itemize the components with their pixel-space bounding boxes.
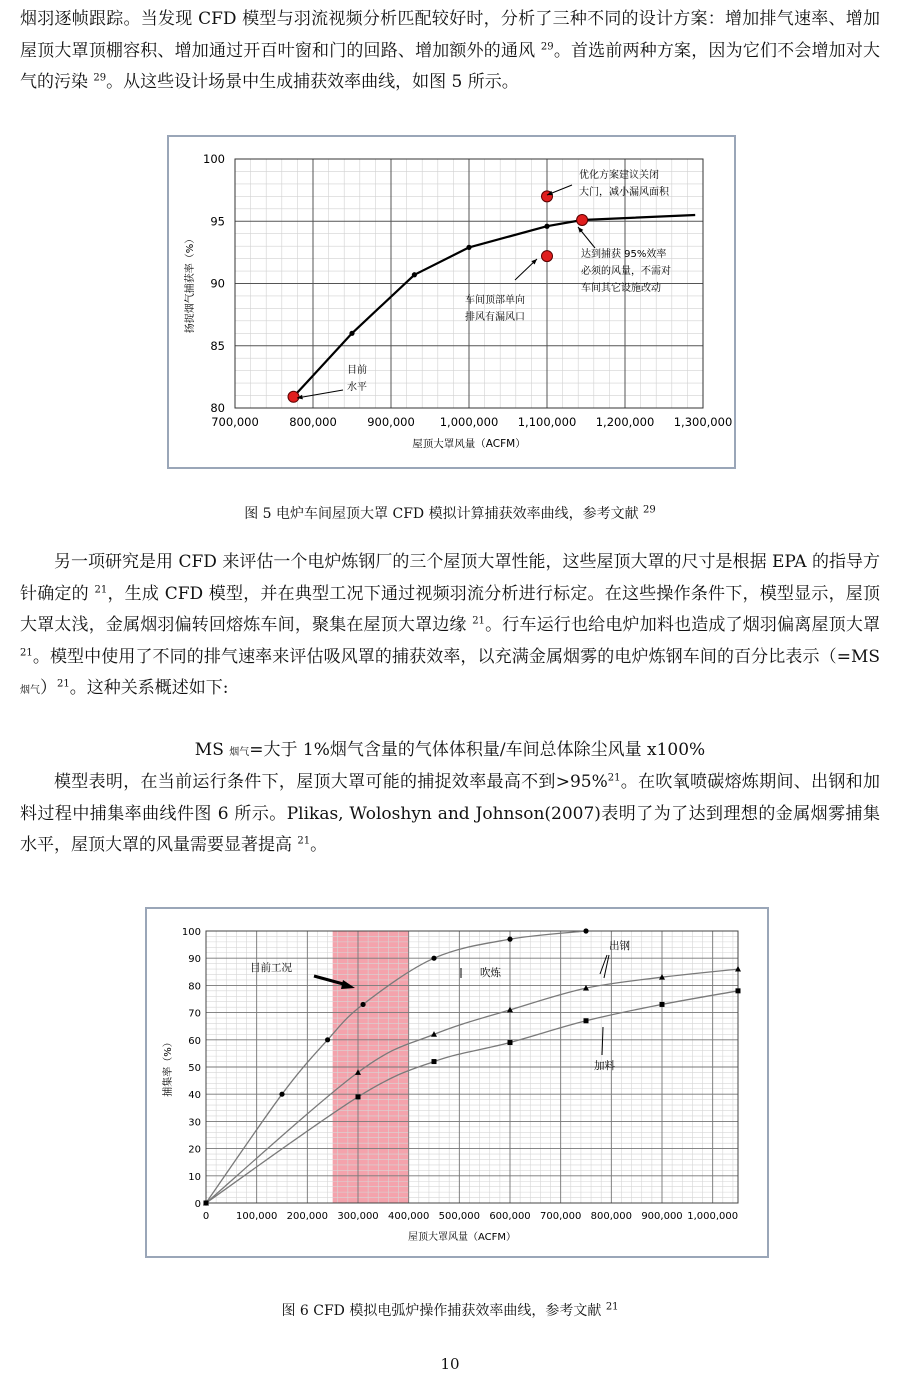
x-tick-label: 900,000: [641, 1211, 683, 1222]
annotation-text: 优化方案建议关闭: [579, 170, 659, 181]
paragraph-text: 烟羽逐帧跟踪。当发现 CFD 模型与羽流视频分析匹配较好时，分析了三种不同的设计方案：增加排气速率、增加屋顶大罩顶棚容积、增加通过开百叶窗和门的回路、增加额外的通风: [20, 9, 880, 61]
formula-text: =大于 1%烟气含量的气体体积量/车间总体除尘风量 x100%: [249, 740, 706, 760]
y-tick-label: 60: [188, 1035, 201, 1047]
paragraph-text: 。首选前两种方案，因为它们不会增加对大气的污染: [20, 40, 881, 92]
series-label: 吹炼: [480, 967, 501, 979]
figure-5-caption: [0, 503, 900, 523]
x-axis-label: 屋顶大罩风量（ACFM）: [412, 438, 526, 450]
x-tick-label: 900,000: [367, 415, 415, 429]
x-tick-label: 700,000: [211, 415, 259, 429]
citation-ref: 29: [643, 504, 656, 516]
x-tick-label: 500,000: [438, 1211, 481, 1222]
citation-ref: 21: [605, 1301, 619, 1313]
data-point: [466, 245, 471, 250]
series-marker: [583, 928, 588, 933]
y-tick-label: 50: [188, 1063, 201, 1074]
series-label: 加料: [594, 1060, 615, 1072]
subscript: 烟气: [20, 685, 40, 696]
series-marker: [584, 1018, 589, 1023]
citation-ref: 29: [540, 40, 554, 52]
series-marker: [279, 1092, 284, 1097]
citation-ref: 21: [20, 646, 33, 658]
series-line-1: [206, 969, 738, 1203]
x-tick-label: 1,000,000: [687, 1211, 739, 1222]
paragraph-text: 另一项研究是用 CFD 来评估一个电炉炼钢厂的三个屋顶大罩性能，这些屋顶大罩的尺寸是根据 EPA 的指导方针确定的: [20, 552, 880, 604]
y-tick-label: 80: [210, 401, 225, 415]
data-point: [349, 331, 354, 336]
x-tick-label: 1,300,000: [673, 415, 733, 429]
data-point: [544, 224, 549, 229]
fig6-chart: [147, 909, 767, 1256]
highlight-point: [288, 391, 299, 402]
x-tick-label: 700,000: [539, 1211, 582, 1222]
series-marker: [325, 1037, 330, 1042]
paragraph-text: 模型表明，在当前运行条件下，屋顶大罩可能的捕捉效率最高不到>95%: [54, 772, 608, 792]
highlight-point: [542, 251, 553, 262]
paragraph-text: ，生成 CFD 模型，并在典型工况下通过视频羽流分析进行标定。在这些操作条件下，模型显示，屋顶大罩太浅，金属烟羽偏转回熔炼车间，聚集在屋顶大罩边缘: [20, 583, 880, 635]
y-tick-label: 10: [188, 1171, 201, 1183]
formula: [0, 735, 900, 768]
y-tick-label: 85: [210, 338, 225, 353]
caption-text: 图 5 电炉车间屋顶大罩 CFD 模拟计算捕获效率曲线，参考文献: [244, 506, 644, 522]
series-marker: [507, 937, 512, 942]
series-label: 出钢: [609, 940, 630, 952]
annotation-text: 排风有漏风口: [465, 312, 525, 323]
x-tick-label: 0: [202, 1211, 210, 1222]
y-tick-label: 100: [203, 152, 225, 166]
paragraph-text: 。模型中使用了不同的排气速率来评估吸风罩的捕获效率，以充满金属烟雾的电炉炼钢车间的百分比表示（=MS: [32, 646, 880, 667]
citation-ref: 21: [472, 615, 485, 627]
series-marker: [660, 1002, 665, 1007]
series-marker: [356, 1094, 361, 1099]
annotation-text: 必须的风量，不需对: [581, 266, 671, 277]
series-marker: [204, 1201, 209, 1206]
annotation-text: 车间其它设施改动: [581, 283, 661, 294]
series-marker: [360, 1002, 365, 1007]
y-tick-label: 90: [188, 954, 201, 966]
citation-ref: 21: [297, 835, 311, 847]
fig5-chart: [169, 137, 734, 467]
x-tick-label: 1,000,000: [439, 415, 499, 429]
figure-6-caption: [0, 1300, 900, 1320]
annotation-text: 达到捕获 95%效率: [581, 249, 667, 260]
paragraph-text: 。: [310, 835, 328, 855]
x-tick-label: 600,000: [489, 1211, 531, 1222]
x-tick-label: 800,000: [590, 1211, 633, 1222]
formula-text: MS: [194, 740, 230, 760]
paragraph-3: [20, 767, 880, 862]
y-tick-label: 100: [181, 927, 201, 938]
x-tick-label: 800,000: [289, 415, 337, 429]
y-tick-label: 40: [188, 1090, 201, 1102]
band-label: 目前工况: [250, 962, 292, 974]
paragraph-text: ）: [40, 678, 57, 698]
series-line-2: [206, 991, 738, 1203]
x-tick-label: 1,100,000: [517, 415, 577, 429]
x-tick-label: 400,000: [387, 1211, 430, 1222]
paragraph-text: 。在吹氧喷碳熔炼期间、出钢和加料过程中捕集率曲线件图 6 所示。Plikas, Woloshyn and Johnson(2007)表明了为了达到理想的金属烟雾捕集水平，屋顶大罩的风量需要显著提高: [20, 772, 881, 855]
y-tick-label: 80: [188, 981, 201, 993]
annotation-text: 目前: [347, 365, 367, 376]
paragraph-text: 。这种关系概述如下:: [69, 678, 229, 698]
series-marker: [432, 1059, 437, 1064]
y-tick-label: 20: [188, 1144, 201, 1156]
x-tick-label: 100,000: [235, 1211, 278, 1222]
y-tick-label: 0: [194, 1199, 201, 1210]
page-number: 10: [440, 1355, 460, 1373]
annotation-arrow: [297, 390, 343, 398]
subscript: 烟气: [229, 747, 250, 758]
y-axis-label: 捕集率（%）: [163, 1037, 174, 1097]
citation-ref: 21: [94, 583, 108, 595]
annotation-text: 大门，减小漏风面积: [579, 187, 669, 198]
paragraph-text: 。从这些设计场景中生成捕获效率曲线，如图 5 所示。: [106, 72, 519, 92]
y-tick-label: 30: [188, 1117, 201, 1129]
y-axis-label: 扬捉烟气捕获率（%）: [185, 233, 196, 334]
series-marker: [508, 1040, 513, 1045]
paragraph-2: [20, 547, 880, 707]
paragraph-text: 。行车运行也给电炉加料也造成了烟羽偏离屋顶大罩: [484, 615, 880, 635]
y-tick-label: 90: [210, 276, 225, 291]
highlight-point: [577, 215, 588, 226]
paragraph-1: [20, 4, 880, 99]
citation-ref: 21: [607, 772, 621, 784]
caption-text: 图 6 CFD 模拟电弧炉操作捕获效率曲线，参考文献: [281, 1303, 606, 1319]
x-axis-label: 屋顶大罩风量（ACFM）: [407, 1232, 517, 1243]
series-marker: [736, 988, 741, 993]
figure-5: [167, 135, 736, 469]
citation-ref: 29: [93, 72, 107, 84]
y-tick-label: 70: [188, 1008, 201, 1020]
x-tick-label: 200,000: [286, 1211, 329, 1222]
x-tick-label: 300,000: [337, 1211, 379, 1222]
figure-6: [145, 907, 769, 1258]
y-tick-label: 95: [210, 214, 225, 229]
x-tick-label: 1,200,000: [595, 415, 655, 429]
annotation-text: 水平: [347, 382, 367, 393]
citation-ref: 21: [57, 678, 70, 690]
annotation-text: 车间顶部单向: [465, 295, 525, 306]
data-point: [412, 272, 417, 277]
series-marker: [431, 956, 436, 961]
